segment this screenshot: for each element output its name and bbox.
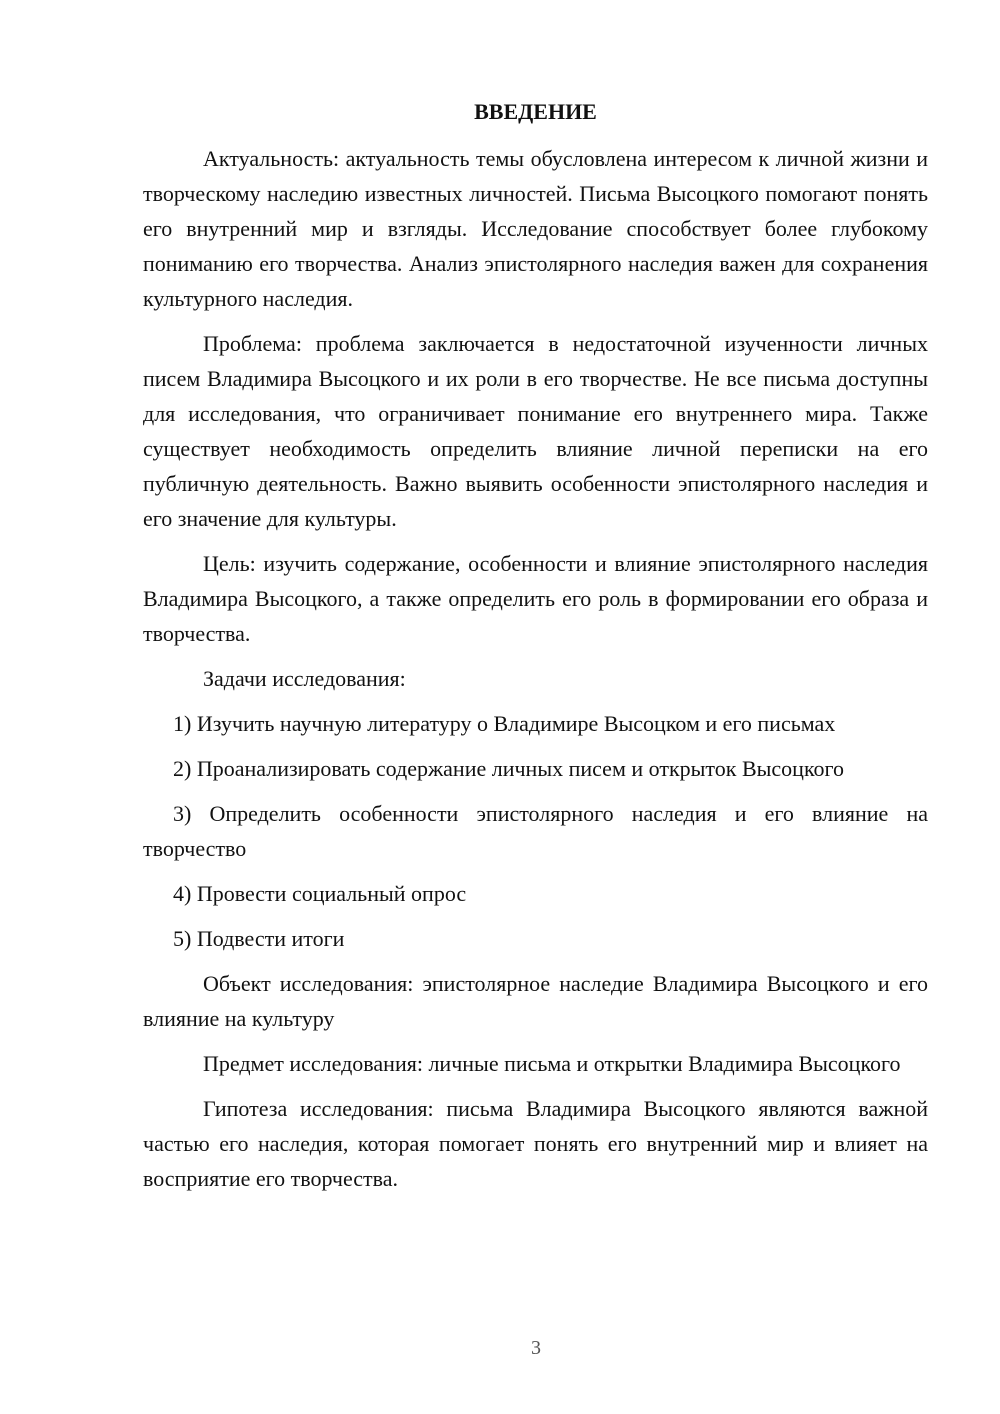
subject-paragraph: Предмет исследования: личные письма и открытки Владимира Высоцкого: [203, 1051, 901, 1076]
object-paragraph: Объект исследования: эпистолярное наследие Владимира Высоцкого и его влияние на культуру: [143, 971, 928, 1031]
relevance-paragraph: Актуальность: актуальность темы обусловлена интересом к личной жизни и творческому наследию известных личностей. Письма Высоцкого помогают понять его внутренний мир и взгляды. Исследование способствует более глубокому пониманию его творчества. Анализ эпистолярного наследия важен для сохранения культурного наследия.: [143, 146, 928, 311]
page-content: [143, 94, 928, 1206]
tasks-list: [143, 706, 928, 956]
hypothesis-paragraph: Гипотеза исследования: письма Владимира Высоцкого являются важной частью его наследия, которая помогает понять его внутренний мир и влияет на восприятие его творчества.: [143, 1096, 928, 1191]
task-item: 5) Подвести итоги: [173, 926, 345, 951]
tasks-heading: Задачи исследования:: [203, 666, 406, 691]
task-item: 4) Провести социальный опрос: [173, 881, 467, 906]
task-item: 1) Изучить научную литературу о Владимире Высоцком и его письмах: [173, 711, 836, 736]
page-number: 3: [531, 1337, 541, 1359]
problem-paragraph: Проблема: проблема заключается в недостаточной изученности личных писем Владимира Высоцкого и их роли в его творчестве. Не все письма доступны для исследования, что ограничивает понимание его внутреннего мира. Также существует необходимость определить влияние личной переписки на его публичную деятельность. Важно выявить особенности эпистолярного наследия и его значение для культуры.: [143, 331, 928, 531]
goal-paragraph: Цель: изучить содержание, особенности и влияние эпистолярного наследия Владимира Высоцкого, а также определить его роль в формировании его образа и творчества.: [143, 551, 928, 646]
section-title: ВВЕДЕНИЕ: [474, 99, 597, 124]
task-item: 2) Проанализировать содержание личных писем и открыток Высоцкого: [173, 756, 844, 781]
task-item: 3) Определить особенности эпистолярного наследия и его влияние на творчество: [143, 801, 928, 861]
